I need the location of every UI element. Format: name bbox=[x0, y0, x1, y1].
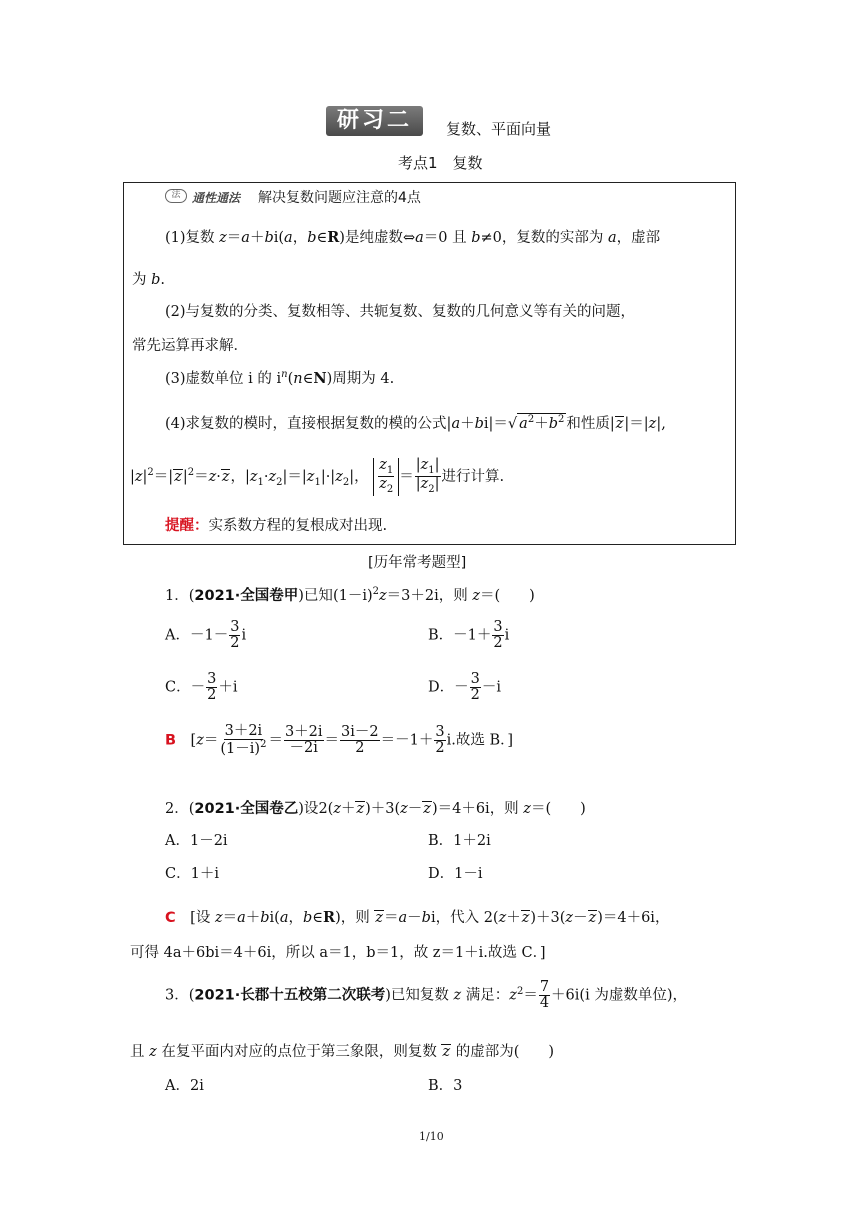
q1-explanation: B [z＝ $\frac{3+2i}{(1-i)^2}$ ＝ $\frac{3+2i}{-2i}$ ＝ $\frac{3i-2}{2}$ ＝－1＋ $\frac{3}{2}$ i.故选 B．] bbox=[165, 723, 514, 758]
q2-option-d[interactable]: D．1－i bbox=[428, 866, 483, 882]
box-tip: 提醒：实系数方程的复根成对出现. bbox=[165, 518, 388, 534]
q2-explanation: C [设 z＝a＋bi(a，b∈R)，则 z＝a－bi，代入 2(z＋z)＋3(z－z)＝4＋6i， bbox=[165, 909, 670, 926]
q2-option-c[interactable]: C．1＋i bbox=[165, 866, 219, 882]
q3-option-a[interactable]: A．2i bbox=[165, 1078, 204, 1094]
q2-stem: 2．(2021·全国卷乙)设2(z＋z)＋3(z－z)＝4＋6i，则 z＝( ) bbox=[165, 801, 586, 817]
q1-option-a[interactable]: A．－1－ $\frac{3}{2}$ i bbox=[165, 619, 247, 652]
q2-option-b[interactable]: B．1＋2i bbox=[428, 833, 491, 849]
section-title: 复数、平面向量 bbox=[446, 120, 552, 138]
q3-option-b[interactable]: B．3 bbox=[428, 1078, 463, 1094]
q3-stem: 3．(2021·长郡十五校第二次联考)已知复数 z 满足：$z^2=$ $\frac{7}{4}$ ＋6i(i 为虚数单位)， bbox=[165, 979, 687, 1012]
section-label: [历年常考题型] bbox=[368, 555, 467, 571]
q1-option-c[interactable]: C．－ $\frac{3}{2}$ ＋i bbox=[165, 671, 238, 704]
q2-option-a[interactable]: A．1－2i bbox=[165, 833, 228, 849]
box-point-2: (2)与复数的分类、复数相等、共轭复数、复数的几何意义等有关的问题， bbox=[165, 304, 636, 320]
page-number: 1/10 bbox=[419, 1130, 444, 1143]
box-point-4: (4)求复数的模时，直接根据复数的模的公式|a＋bi|＝√ $a^2+b^2$ 和性质|z|＝|z|, bbox=[165, 414, 666, 432]
method-tag: 通性通法 bbox=[192, 191, 241, 205]
q2-answer: C bbox=[165, 910, 176, 926]
q1-answer: B bbox=[165, 732, 177, 749]
box-point-1-cont: 为 b. bbox=[132, 272, 166, 288]
method-heading: 解决复数问题应注意的4点 bbox=[258, 190, 421, 206]
box-point-2-cont: 常先运算再求解． bbox=[132, 338, 248, 354]
box-point-3: (3)虚数单位 i 的 $i^n(n\in N)$周期为 4. bbox=[165, 369, 395, 387]
section-badge: 研习二 bbox=[326, 106, 423, 136]
q1-stem: 1．(2021·全国卷甲)已知$(1-i)^2z=3+2i$，则 z＝( ) bbox=[165, 586, 535, 604]
q1-option-d[interactable]: D．－ $\frac{3}{2}$ －i bbox=[428, 671, 502, 704]
method-icon: 法 bbox=[165, 189, 187, 203]
q1-option-b[interactable]: B．－1＋ $\frac{3}{2}$ i bbox=[428, 619, 510, 652]
box-point-1: (1)复数 z＝a＋bi(a，b∈R)是纯虚数⇔a＝0 且 b≠0，复数的实部为 a，虚部 bbox=[165, 229, 661, 246]
box-point-4-formulas: $|z|^2=|z|^2=z\cdot z$，$|z_1\cdot z_2|=|z_1|\cdot|z_2|$， $\frac{z_1}{z_2}$ ＝ $\frac{|z_1|}{|z_2|}$ 进行计算. bbox=[130, 457, 505, 496]
kaodian-title: 考点1 复数 bbox=[398, 154, 483, 172]
q2-explanation-cont: 可得 4a＋6bi＝4＋6i，所以 a＝1，b＝1，故 z＝1＋i.故选 C．] bbox=[130, 945, 546, 961]
q3-stem-cont: 且 z 在复平面内对应的点位于第三象限，则复数 z 的虚部为( ) bbox=[130, 1044, 555, 1060]
